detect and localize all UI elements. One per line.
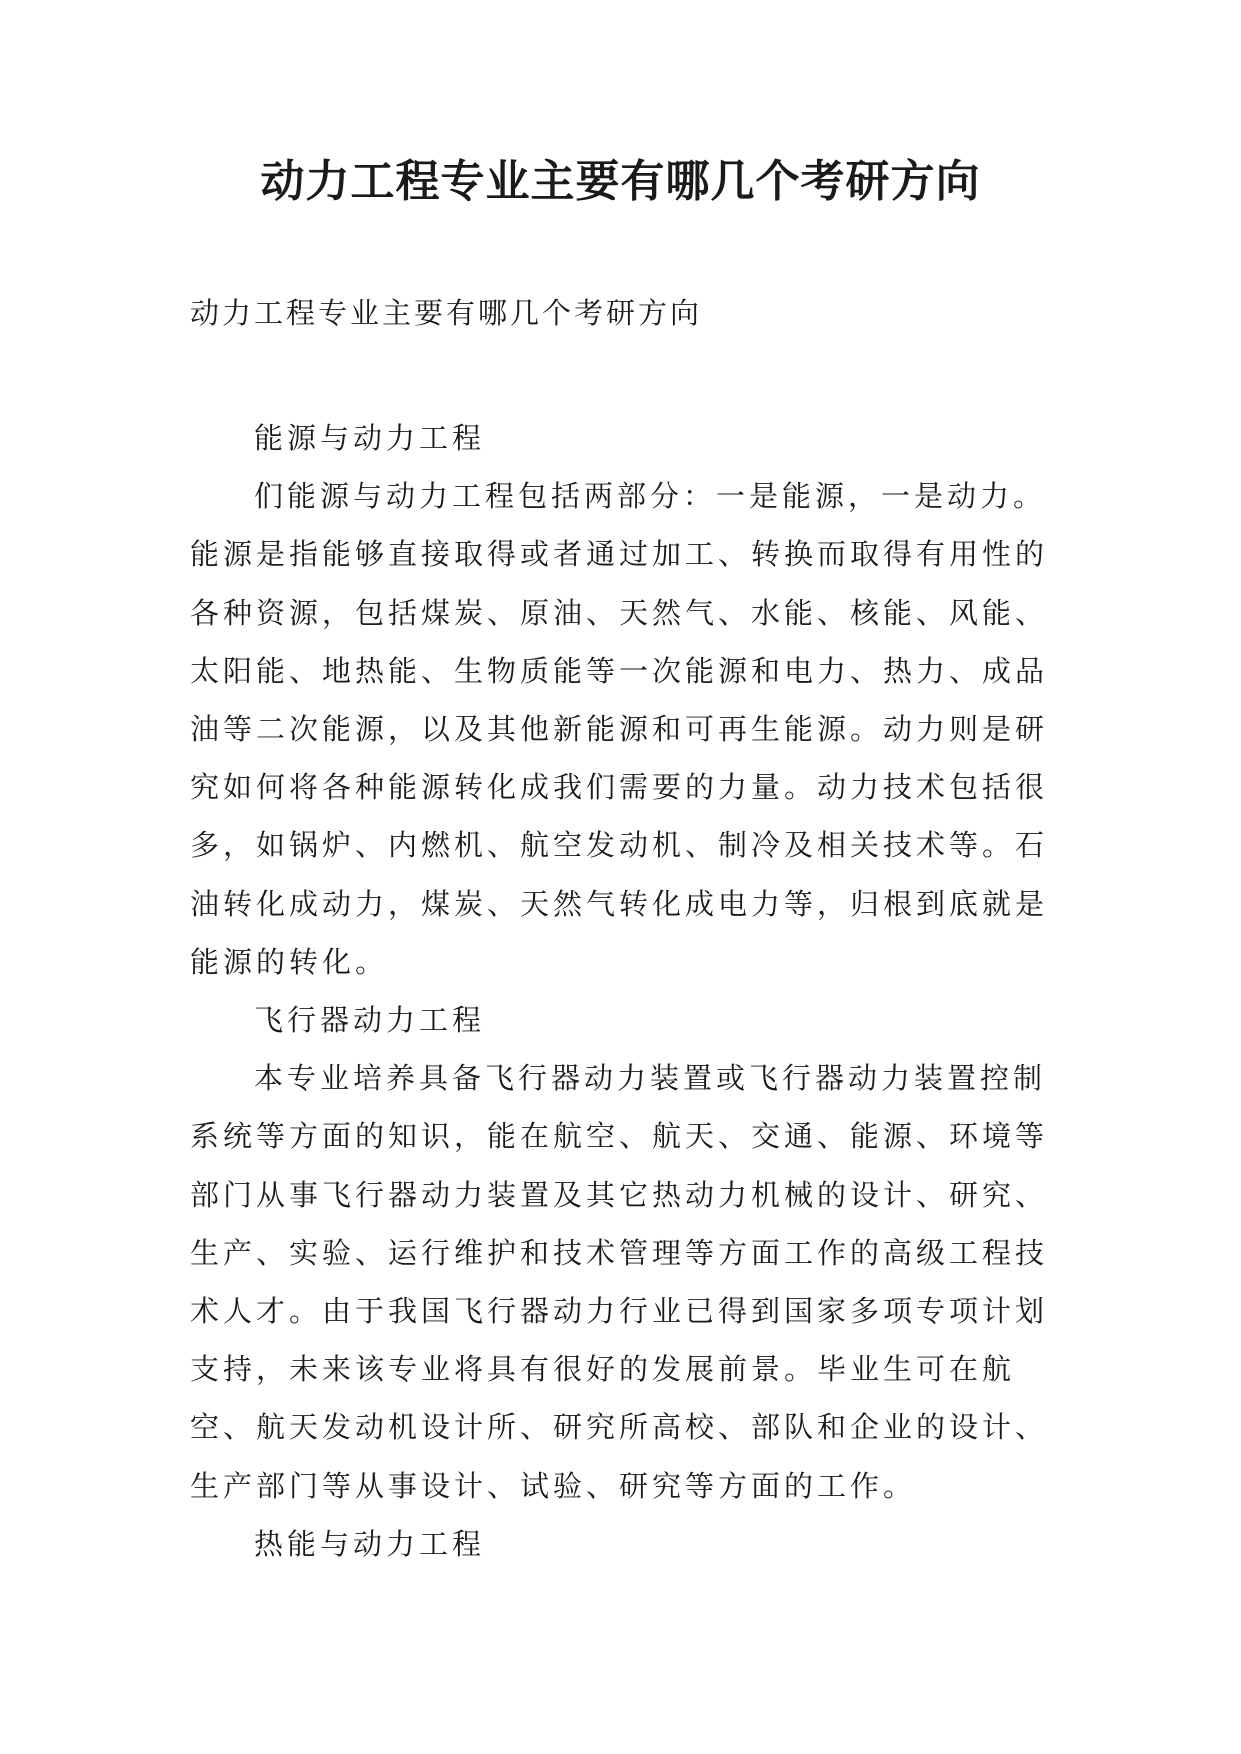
- document-title: 动力工程专业主要有哪几个考研方向: [260, 156, 981, 207]
- document-body: [190, 409, 1050, 1573]
- section-heading-aircraft: 飞行器动力工程: [254, 1003, 486, 1038]
- section-paragraph-energy: 们能源与动力工程包括两部分：一是能源，一是动力。能源是指能够直接取得或者通过加工、转换而取得有用性的各种资源，包括煤炭、原油、天然气、水能、核能、风能、太阳能、地热能、生物质能等一次能源和电力、热力、成品油等二次能源，以及其他新能源和可再生能源。动力则是研究如何将各种能源转化成我们需要的力量。动力技术包括很多，如锅炉、内燃机、航空发动机、制冷及相关技术等。石油转化成动力，煤炭、天然气转化成电力等，归根到底就是能源的转化。: [190, 479, 1049, 979]
- section-paragraph-aircraft: 本专业培养具备飞行器动力装置或飞行器动力装置控制系统等方面的知识，能在航空、航天、交通、能源、环境等部门从事飞行器动力装置及其它热动力机械的设计、研究、生产、实验、运行维护和技术管理等方面工作的高级工程技术人才。由于我国飞行器动力行业已得到国家多项专项计划支持，未来该专业将具有很好的发展前景。毕业生可在航空、航天发动机设计所、研究所高校、部队和企业的设计、生产部门等从事设计、试验、研究等方面的工作。: [190, 1061, 1049, 1503]
- section-heading-thermal: 热能与动力工程: [254, 1526, 486, 1561]
- document-subtitle: 动力工程专业主要有哪几个考研方向: [190, 296, 703, 330]
- section-heading-energy: 能源与动力工程: [254, 421, 486, 455]
